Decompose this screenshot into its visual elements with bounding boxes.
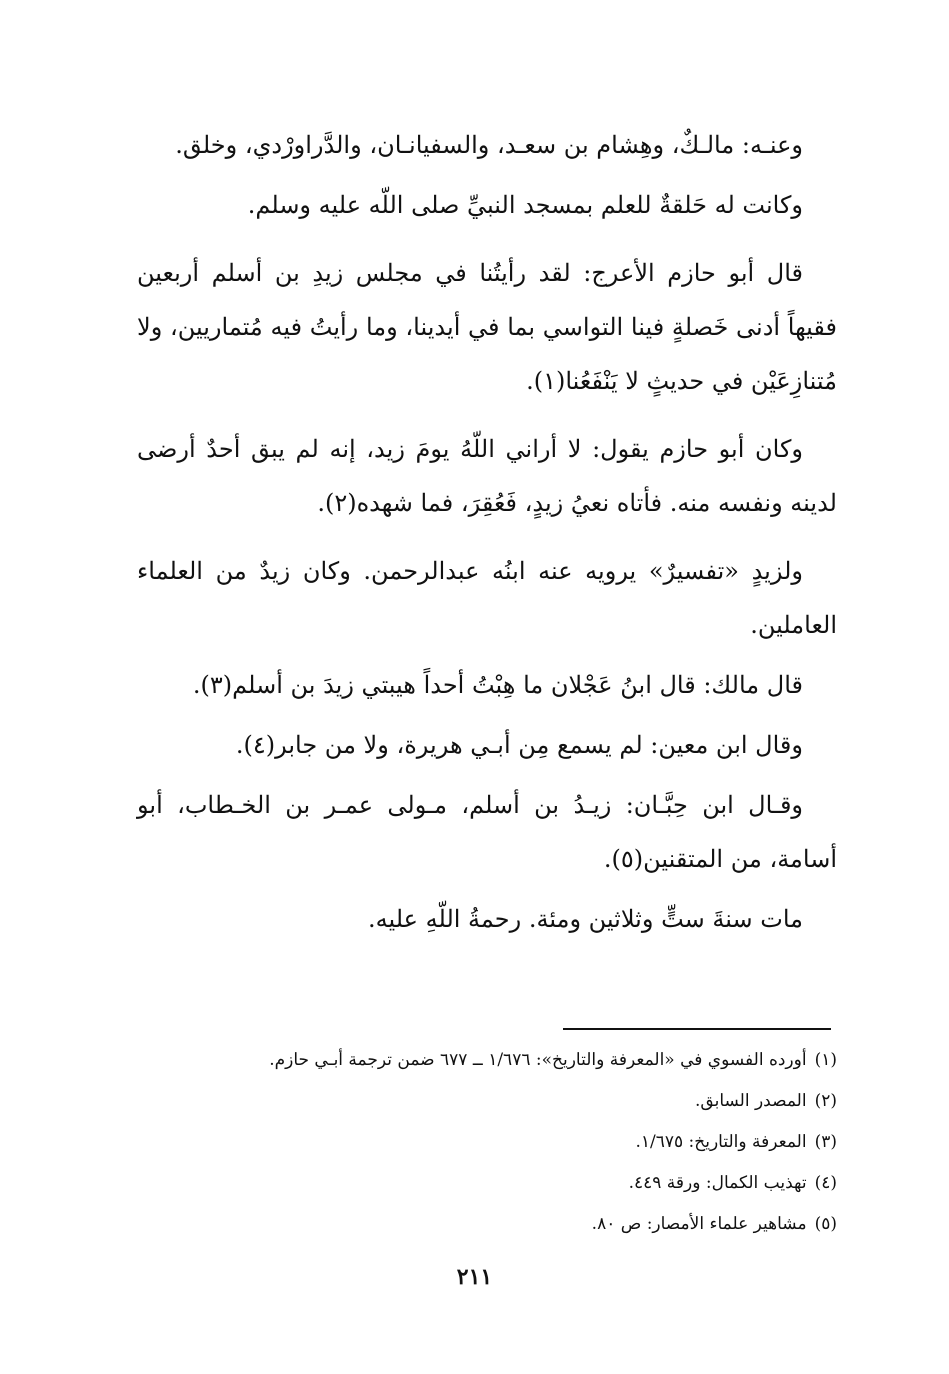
footnote (137, 1122, 837, 1163)
page-number: ٢١١ (456, 1264, 493, 1290)
paragraph: وقال ابن معين: لم يسمع مِن أبـي هريرة، ولا من جابر(٤). (235, 731, 803, 759)
footnote-number: (٥) (814, 1214, 837, 1234)
paragraph: ولزيدٍ «تفسيرٌ» يرويه عنه ابنُه عبدالرحمن. وكان زيدٌ من العلماء العاملين. (137, 557, 837, 639)
footnote (137, 1040, 837, 1081)
paragraph: قال مالك: قال ابنُ عَجْلان ما هِبْتُ أحداً هيبتي زيدَ بن أسلم(٣). (192, 671, 803, 699)
paragraph: وكان أبو حازم يقول: لا أراني اللّهُ يومَ زيد، إنه لم يبق أحدٌ أرضى لدينه ونفسه منه. فأتاه نعيُ زيدٍ، فَعُقِرَ، فما شهده(٢). (137, 435, 837, 517)
footnote-number: (٤) (814, 1173, 837, 1193)
footnote-text: تهذيب الكمال: ورقة ٤٤٩. (628, 1173, 807, 1193)
footnote-separator (563, 1028, 831, 1030)
footnote-text: المصدر السابق. (695, 1091, 807, 1111)
paragraph: قال أبو حازم الأعرج: لقد رأيتُنا في مجلس زيدِ بن أسلم أربعين فقيهاً أدنى خَصلةٍ فينا التواسي بما في أيدينا، وما رأيتُ فيه مُتماريين، ولا مُتنازِعَيْن في حديثٍ لا يَنْفَعُنا(١). (137, 259, 837, 395)
footnote (137, 1204, 837, 1245)
footnote-number: (٢) (814, 1091, 837, 1111)
footnotes (137, 1040, 837, 1245)
footnote (137, 1163, 837, 1204)
paragraph: وعنـه: مالـكٌ، وهِشام بن سعـد، والسفيانـان، والدَّراورْدي، وخلق. (175, 131, 803, 159)
paragraph: وكانت له حَلقةٌ للعلم بمسجد النبيِّ صلى اللّه عليه وسلم. (247, 191, 803, 219)
main-text (137, 118, 837, 946)
footnote-text: أورده الفسوي في «المعرفة والتاريخ»: ١/٦٧٦ ــ ٦٧٧ ضمن ترجمة أبـي حازم. (269, 1050, 807, 1070)
footnote (137, 1081, 837, 1122)
footnote-number: (٣) (814, 1132, 837, 1152)
footnote-number: (١) (814, 1050, 837, 1070)
paragraph: مات سنةَ ستٍّ وثلاثين ومئة. رحمةُ اللّهِ عليه. (368, 905, 803, 933)
footnote-text: المعرفة والتاريخ: ١/٦٧٥. (635, 1132, 807, 1152)
footnote-text: مشاهير علماء الأمصار: ص ٨٠. (591, 1214, 807, 1234)
paragraph: وقـال ابن حِبَّـان: زيـدُ بن أسلم، مـولى عمـر بن الخـطاب، أبو أسامة، من المتقنين(٥). (137, 791, 837, 873)
